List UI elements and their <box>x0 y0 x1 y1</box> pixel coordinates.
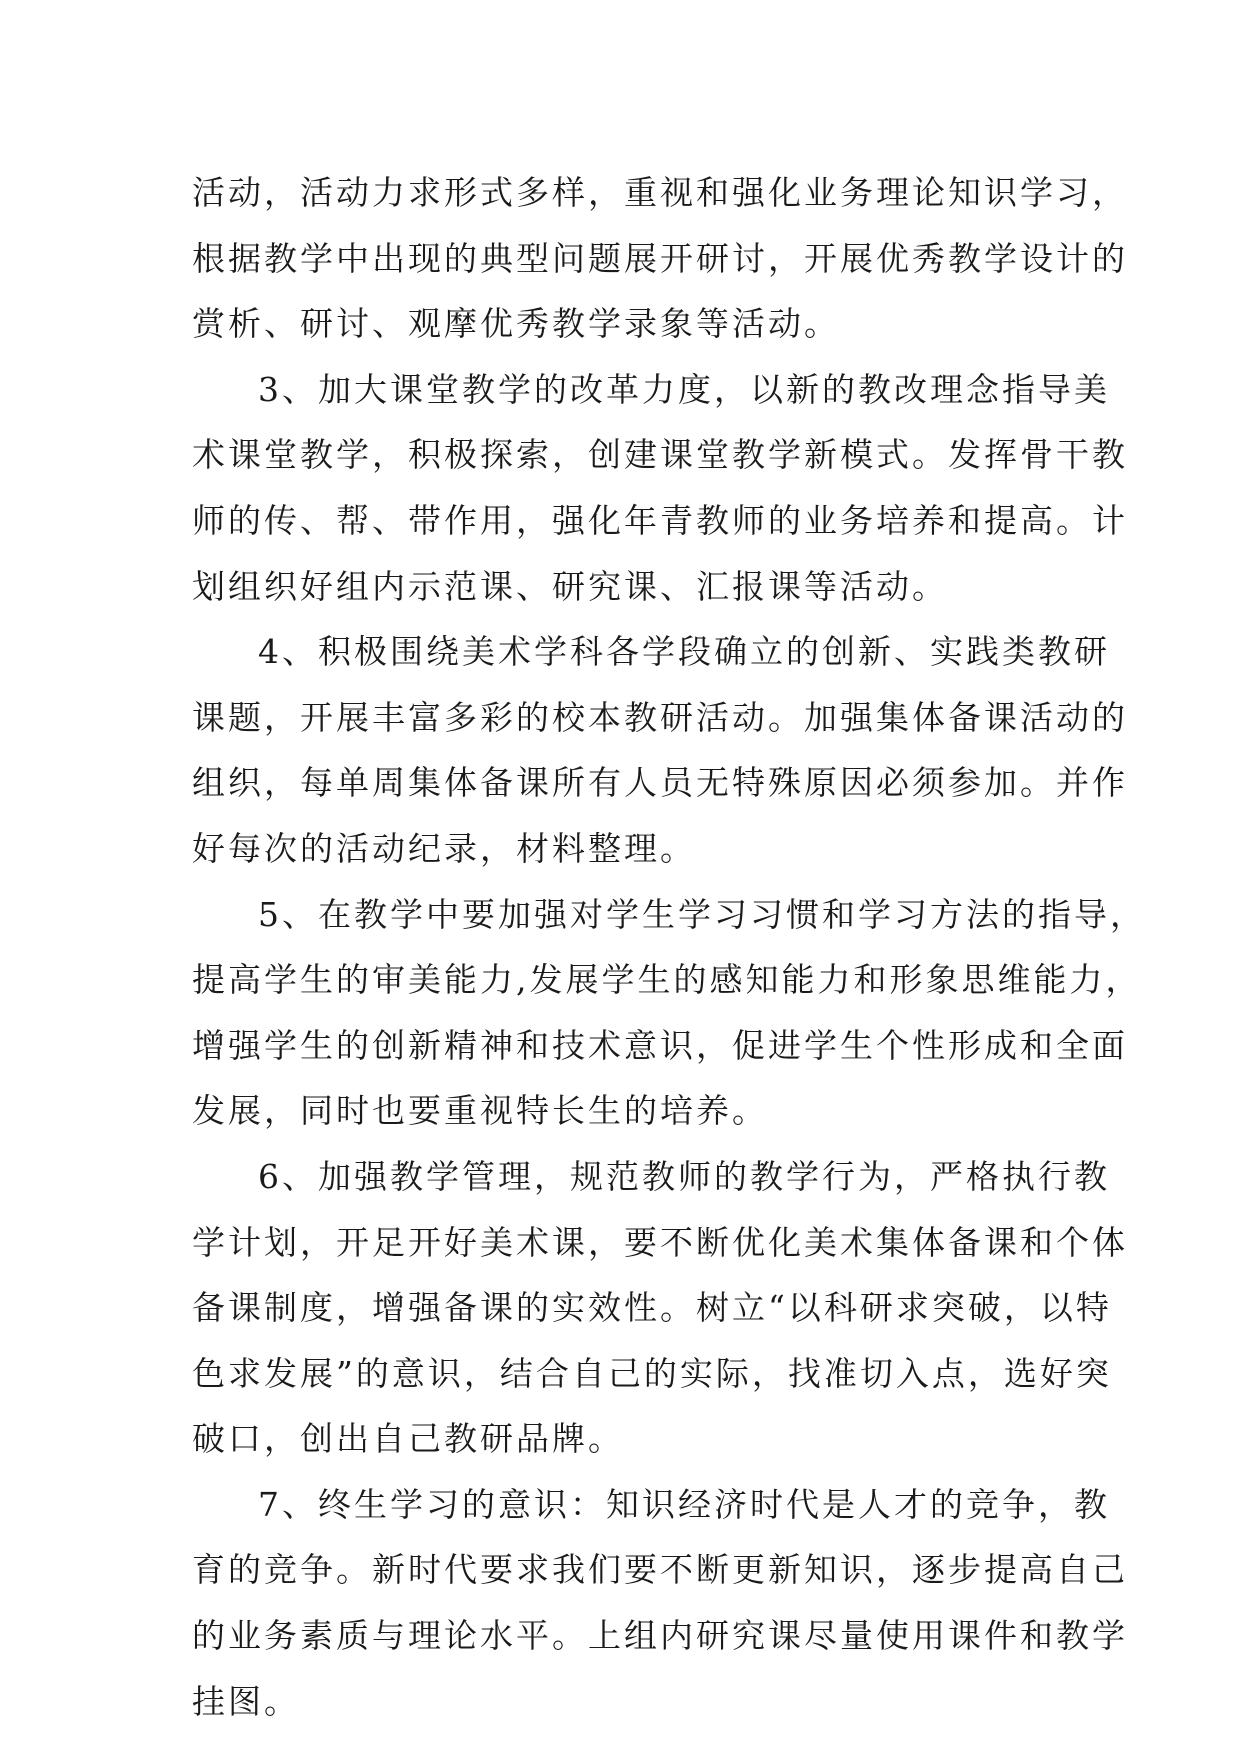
text-line: 3、加大课堂教学的改革力度，以新的教改理念指导美 <box>258 369 1110 409</box>
text-line: 组织，每单周集体备课所有人员无特殊原因必须参加。并作 <box>192 763 1128 803</box>
text-line: 课题，开展丰富多彩的校本教研活动。加强集体备课活动的 <box>192 697 1128 737</box>
text-line: 术课堂教学，积极探索，创建课堂教学新模式。发挥骨干教 <box>192 435 1128 475</box>
paragraph-1 <box>192 160 1128 357</box>
text-line: 4、积极围绕美术学科各学段确立的创新、实践类教研 <box>258 632 1110 672</box>
text-line: 6、加强教学管理，规范教师的教学行为，严格执行教 <box>258 1156 1110 1196</box>
text-line: 增强学生的创新精神和技术意识，促进学生个性形成和全面 <box>192 1025 1128 1065</box>
text-line: 学计划，开足开好美术课，要不断优化美术集体备课和个体 <box>192 1222 1128 1262</box>
text-line: 备课制度，增强备课的实效性。树立“以科研求突破，以特 <box>192 1288 1112 1328</box>
paragraph-item-5 <box>192 882 1146 1144</box>
text-line: 好每次的活动纪录，材料整理。 <box>192 828 696 868</box>
paragraph-item-6 <box>192 1144 1128 1472</box>
text-line: 活动，活动力求形式多样，重视和强化业务理论知识学习， <box>192 173 1128 212</box>
paragraph-item-4 <box>192 619 1128 881</box>
text-line: 师的传、帮、带作用，强化年青教师的业务培养和提高。计 <box>192 500 1128 540</box>
text-line: 根据教学中出现的典型问题展开研讨，开展优秀教学设计的 <box>192 238 1128 278</box>
text-line: 发展，同时也要重视特长生的培养。 <box>192 1091 768 1131</box>
text-line: 的业务素质与理论水平。上组内研究课尽量使用课件和教学 <box>192 1616 1128 1656</box>
text-line: 划组织好组内示范课、研究课、汇报课等活动。 <box>192 566 948 606</box>
text-line: 挂图。 <box>192 1681 300 1721</box>
text-line: 5、在教学中要加强对学生学习习惯和学习方法的指导， <box>258 894 1146 934</box>
text-line: 色求发展”的意识，结合自己的实际，找准切入点，选好突 <box>192 1353 1112 1393</box>
paragraph-item-7 <box>192 1472 1128 1734</box>
paragraph-item-3 <box>192 357 1128 619</box>
text-line: 7、终生学习的意识：知识经济时代是人才的竞争，教 <box>258 1484 1110 1524</box>
text-line: 提高学生的审美能力,发展学生的感知能力和形象思维能力， <box>192 960 1142 1000</box>
text-line: 赏析、研讨、观摩优秀教学录象等活动。 <box>192 304 840 344</box>
document-body <box>192 160 1146 1734</box>
text-line: 破口，创出自己教研品牌。 <box>192 1419 624 1459</box>
text-line: 育的竞争。新时代要求我们要不断更新知识，逐步提高自己 <box>192 1550 1128 1590</box>
